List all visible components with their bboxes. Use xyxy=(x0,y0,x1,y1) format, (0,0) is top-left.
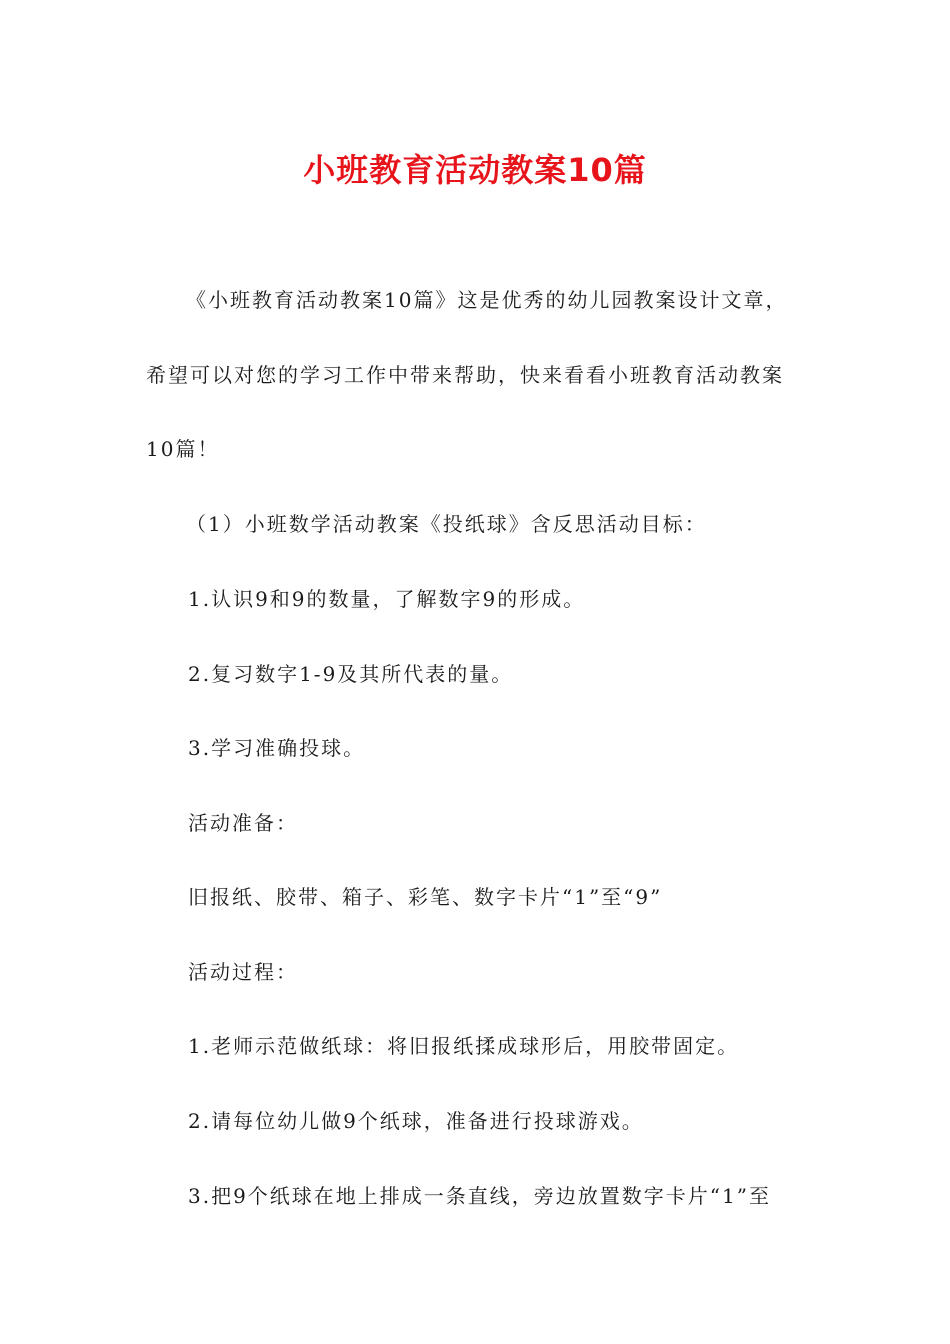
process-step-1: 1.老师示范做纸球：将旧报纸揉成球形后，用胶带固定。 xyxy=(188,1034,740,1058)
document-title: 小班教育活动教案10篇 xyxy=(303,151,647,189)
process-step-3: 3.把9个纸球在地上排成一条直线，旁边放置数字卡片“1”至 xyxy=(188,1184,771,1208)
section-heading: （1）小班数学活动教案《投纸球》含反思活动目标： xyxy=(186,512,707,536)
intro-paragraph-line-3: 10篇！ xyxy=(146,437,220,461)
intro-paragraph-line-1: 《小班教育活动教案10篇》这是优秀的幼儿园教案设计文章， xyxy=(186,288,788,312)
goal-item-3: 3.学习准确投球。 xyxy=(188,736,366,760)
goal-item-2: 2.复习数字1-9及其所代表的量。 xyxy=(188,662,514,686)
materials-list: 旧报纸、胶带、箱子、彩笔、数字卡片“1”至“9” xyxy=(188,885,663,909)
process-heading: 活动过程： xyxy=(188,960,298,984)
intro-paragraph-line-2: 希望可以对您的学习工作中带来帮助，快来看看小班教育活动教案 xyxy=(146,363,784,387)
process-step-2: 2.请每位幼儿做9个纸球，准备进行投球游戏。 xyxy=(188,1109,644,1133)
goal-item-1: 1.认识9和9的数量，了解数字9的形成。 xyxy=(188,587,586,611)
preparation-heading: 活动准备： xyxy=(188,811,298,835)
